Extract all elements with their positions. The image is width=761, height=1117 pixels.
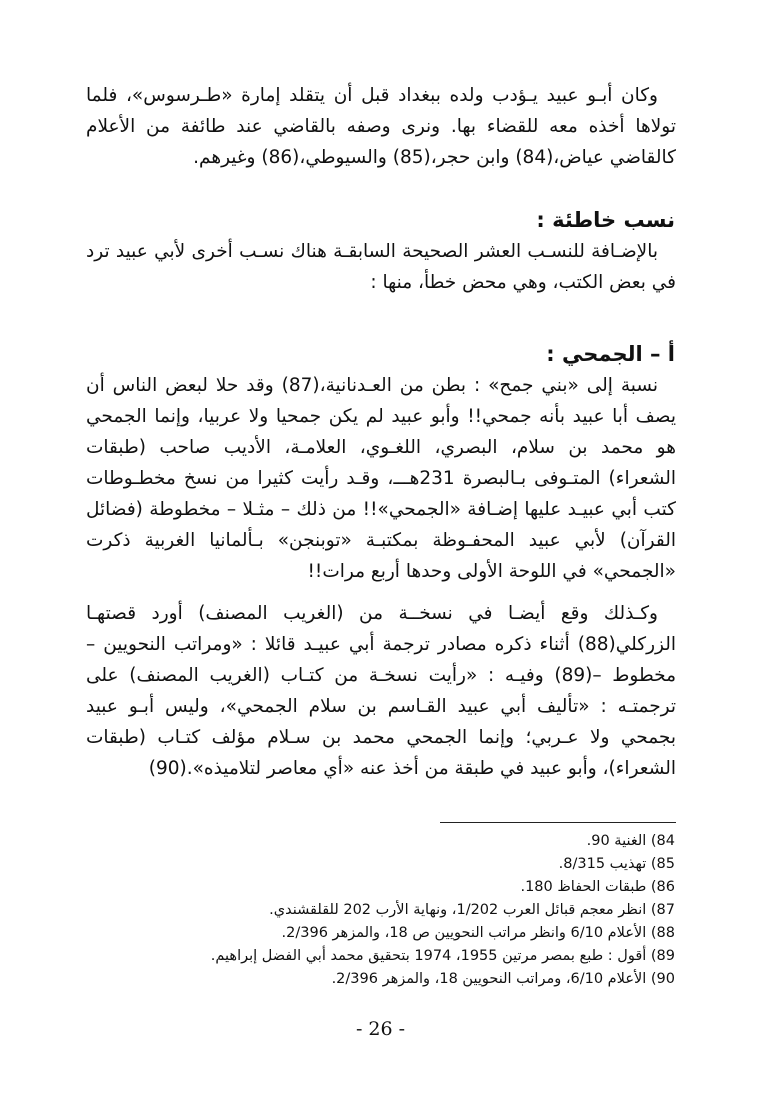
paragraph-text: وكـذلك وقع أيضـا في نسخــة من (الغريب المصنف) أورد قصتهـا الزركلي(88) أثناء ذكره مصادر ترجمة أبي عبيـد قائلا : «ومراتب النحويين – مخطوط –(89) وفيـه : «رأيت نسخـة من كتـاب (الغريب المصنف) على ترجمتـه : «تأليف أبي عبيد القـاسم بن سلام الجمحي»، وليس أبـو عبيد بجمحي ولا عـربي؛ وإنما الجمحي محمد بن سـلام مؤلف كتـاب (طبقات الشعراء)، وأبو عبيد في طبقة من أخذ عنه «أي معاصر لتلاميذه».(90) bbox=[86, 603, 677, 779]
subsection-heading-jumahi: أ – الجمحي : bbox=[546, 342, 675, 366]
footnote-87: 87) انظر معجم قبائل العرب 1/202، ونهاية الأرب 202 للقلقشندي. bbox=[269, 902, 675, 918]
footnote-88: 88) الأعلام 6/10 وانظر مراتب النحويين ص 18، والمزهر 2/396. bbox=[281, 925, 675, 941]
footnote-84: 84) الغنية 90. bbox=[586, 833, 675, 849]
footnote-90: 90) الأعلام 6/10، ومراتب النحويين 18، والمزهر 2/396. bbox=[331, 971, 675, 987]
body-paragraph-4 bbox=[86, 598, 676, 784]
body-paragraph-3 bbox=[86, 370, 676, 587]
body-paragraph-1 bbox=[86, 80, 676, 173]
footnotes-list bbox=[115, 830, 675, 991]
footnote-85: 85) تهذيب 8/315. bbox=[558, 856, 675, 872]
paragraph-text: نسبة إلى «بني جمح» : بطن من العـدنانية،(87) وقد حلا لبعض الناس أن يصف أبا عبيد بأنه جمحي!! وأبو عبيد لم يكن جمحيا ولا عربيا، وإنما الجمحي هو محمد بن سلام، البصري، اللغـوي، العلامـة، الأديب صاحب (طبقات الشعراء) المتـوفى بـالبصرة 231هـــ، وقـد رأيت كثيرا من نسخ مخطـوطات كتب أبي عبيـد عليها إضـافة «الجمحي»!! من ذلك – مثـلا – مخطوطة (فضائل القرآن) لأبي عبيد المحفـوظة بمكتبـة «توبنجن» بـألمانيا الغربية ذكرت «الجمحي» في اللوحة الأولى وحدها أربع مرات!! bbox=[86, 375, 676, 582]
paragraph-text: وكان أبـو عبيد يـؤدب ولده ببغداد قبل أن يتقلد إمارة «طـرسوس»، فلما تولاها أخذه معه للقضاء بها. ونرى وصفه بالقاضي عند طائفة من الأعلام كالقاضي عياض،(84) وابن حجر،(85) والسيوطي،(86) وغيرهم. bbox=[86, 85, 676, 168]
footnote-divider bbox=[440, 822, 676, 823]
footnote-89: 89) أقول : طبع بمصر مرتين 1955، 1974 بتحقيق محمد أبي الفضل إبراهيم. bbox=[210, 948, 675, 964]
body-paragraph-2 bbox=[86, 236, 676, 298]
section-heading-wrong-lineages: نسب خاطئة : bbox=[536, 208, 675, 232]
footnote-86: 86) طبقات الحفاظ 180. bbox=[520, 879, 675, 895]
paragraph-text: بالإضـافة للنسـب العشر الصحيحة السابقـة هناك نسـب أخرى لأبي عبيد ترد في بعض الكتب، وهي محض خطأ، منها : bbox=[86, 241, 676, 293]
page-number: - 26 - bbox=[355, 1018, 406, 1040]
